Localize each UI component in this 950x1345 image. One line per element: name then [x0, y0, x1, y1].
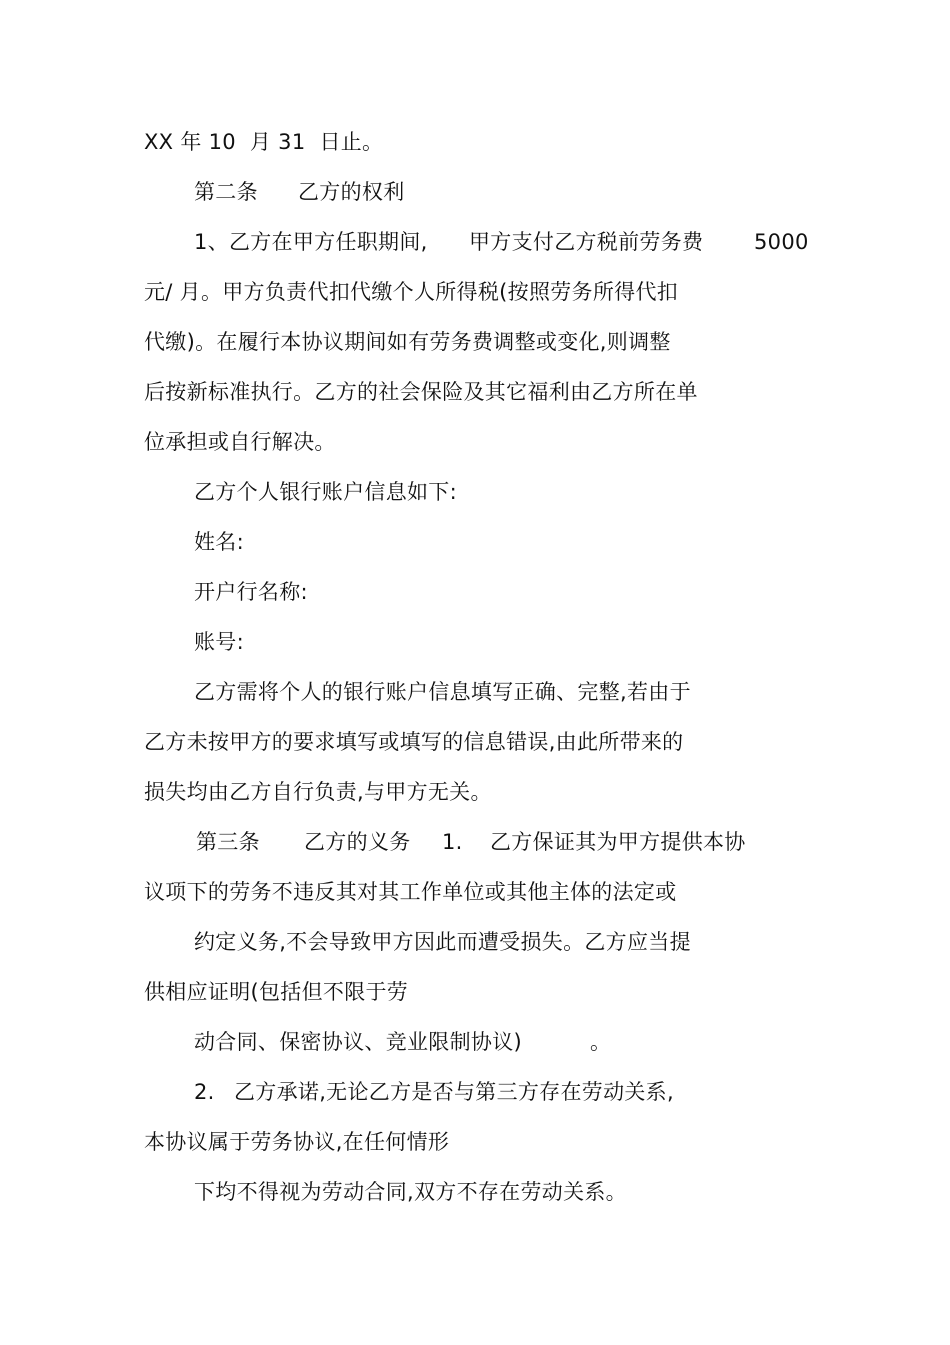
paragraph-line [194, 1027, 612, 1057]
paragraph-text: 后按新标准执行。乙方的社会保险及其它福利由乙方所在单 [144, 380, 698, 404]
paragraph-line [144, 727, 684, 757]
section-heading-3 [196, 827, 746, 857]
section-number: 第二条 [194, 180, 258, 204]
paragraph-line [144, 277, 679, 307]
clause-text: 甲方支付乙方税前劳务费 [469, 230, 704, 254]
bank-info-intro: 乙方个人银行账户信息如下: [194, 480, 457, 504]
period-mark: 。 [590, 1030, 612, 1054]
paragraph-text: 代缴)。在履行本协议期间如有劳务费调整或变化,则调整 [144, 330, 671, 354]
paragraph-text: 乙方未按甲方的要求填写或填写的信息错误,由此所带来的 [144, 730, 684, 754]
term-end-text: XX 年 10 月 31 日止。 [144, 130, 384, 154]
section-number: 第三条 [196, 830, 260, 854]
field-bank-name-label: 开户行名称: [194, 580, 308, 604]
item-number: 1. [442, 830, 463, 854]
paragraph-line [194, 1077, 674, 1107]
section-heading-2 [194, 177, 405, 207]
item-number: 2. [194, 1080, 215, 1104]
paragraph-line [194, 677, 691, 707]
paragraph-text: 动合同、保密协议、竞业限制协议) [194, 1030, 522, 1054]
paragraph-line [194, 927, 691, 957]
paragraph-text: 位承担或自行解决。 [144, 430, 336, 454]
paragraph-text: 损失均由乙方自行负责,与甲方无关。 [144, 780, 492, 804]
clause-text: 乙方承诺,无论乙方是否与第三方存在劳动关系, [234, 1080, 674, 1104]
fee-amount: 5000 [754, 230, 809, 254]
clause-text: 乙方保证其为甲方提供本协 [490, 830, 746, 854]
section-title: 乙方的义务 [304, 830, 411, 854]
paragraph-line [144, 427, 336, 457]
paragraph-line [194, 227, 809, 257]
text-line-term-end [144, 127, 384, 157]
field-account-label: 账号: [194, 630, 244, 654]
paragraph-line [144, 327, 671, 357]
field-bank-name [194, 577, 308, 607]
paragraph-text: 本协议属于劳务协议,在任何情形 [144, 1130, 450, 1154]
paragraph-line [144, 877, 677, 907]
section-title: 乙方的权利 [298, 180, 405, 204]
paragraph-line [144, 777, 492, 807]
bank-info-heading [194, 477, 457, 507]
paragraph-text: 元/ 月。甲方负责代扣代缴个人所得税(按照劳务所得代扣 [144, 280, 679, 304]
paragraph-line [144, 377, 698, 407]
paragraph-line [144, 1127, 450, 1157]
paragraph-text: 议项下的劳务不违反其对其工作单位或其他主体的法定或 [144, 880, 677, 904]
paragraph-line [144, 977, 409, 1007]
paragraph-text: 供相应证明(包括但不限于劳 [144, 980, 409, 1004]
paragraph-text: 约定义务,不会导致甲方因此而遭受损失。乙方应当提 [194, 930, 691, 954]
paragraph-text: 乙方需将个人的银行账户信息填写正确、完整,若由于 [194, 680, 691, 704]
field-account [194, 627, 244, 657]
field-name [194, 527, 244, 557]
field-name-label: 姓名: [194, 530, 244, 554]
paragraph-line [194, 1177, 627, 1207]
paragraph-text: 下均不得视为劳动合同,双方不存在劳动关系。 [194, 1180, 627, 1204]
clause-text: 1、乙方在甲方任职期间, [194, 230, 428, 254]
